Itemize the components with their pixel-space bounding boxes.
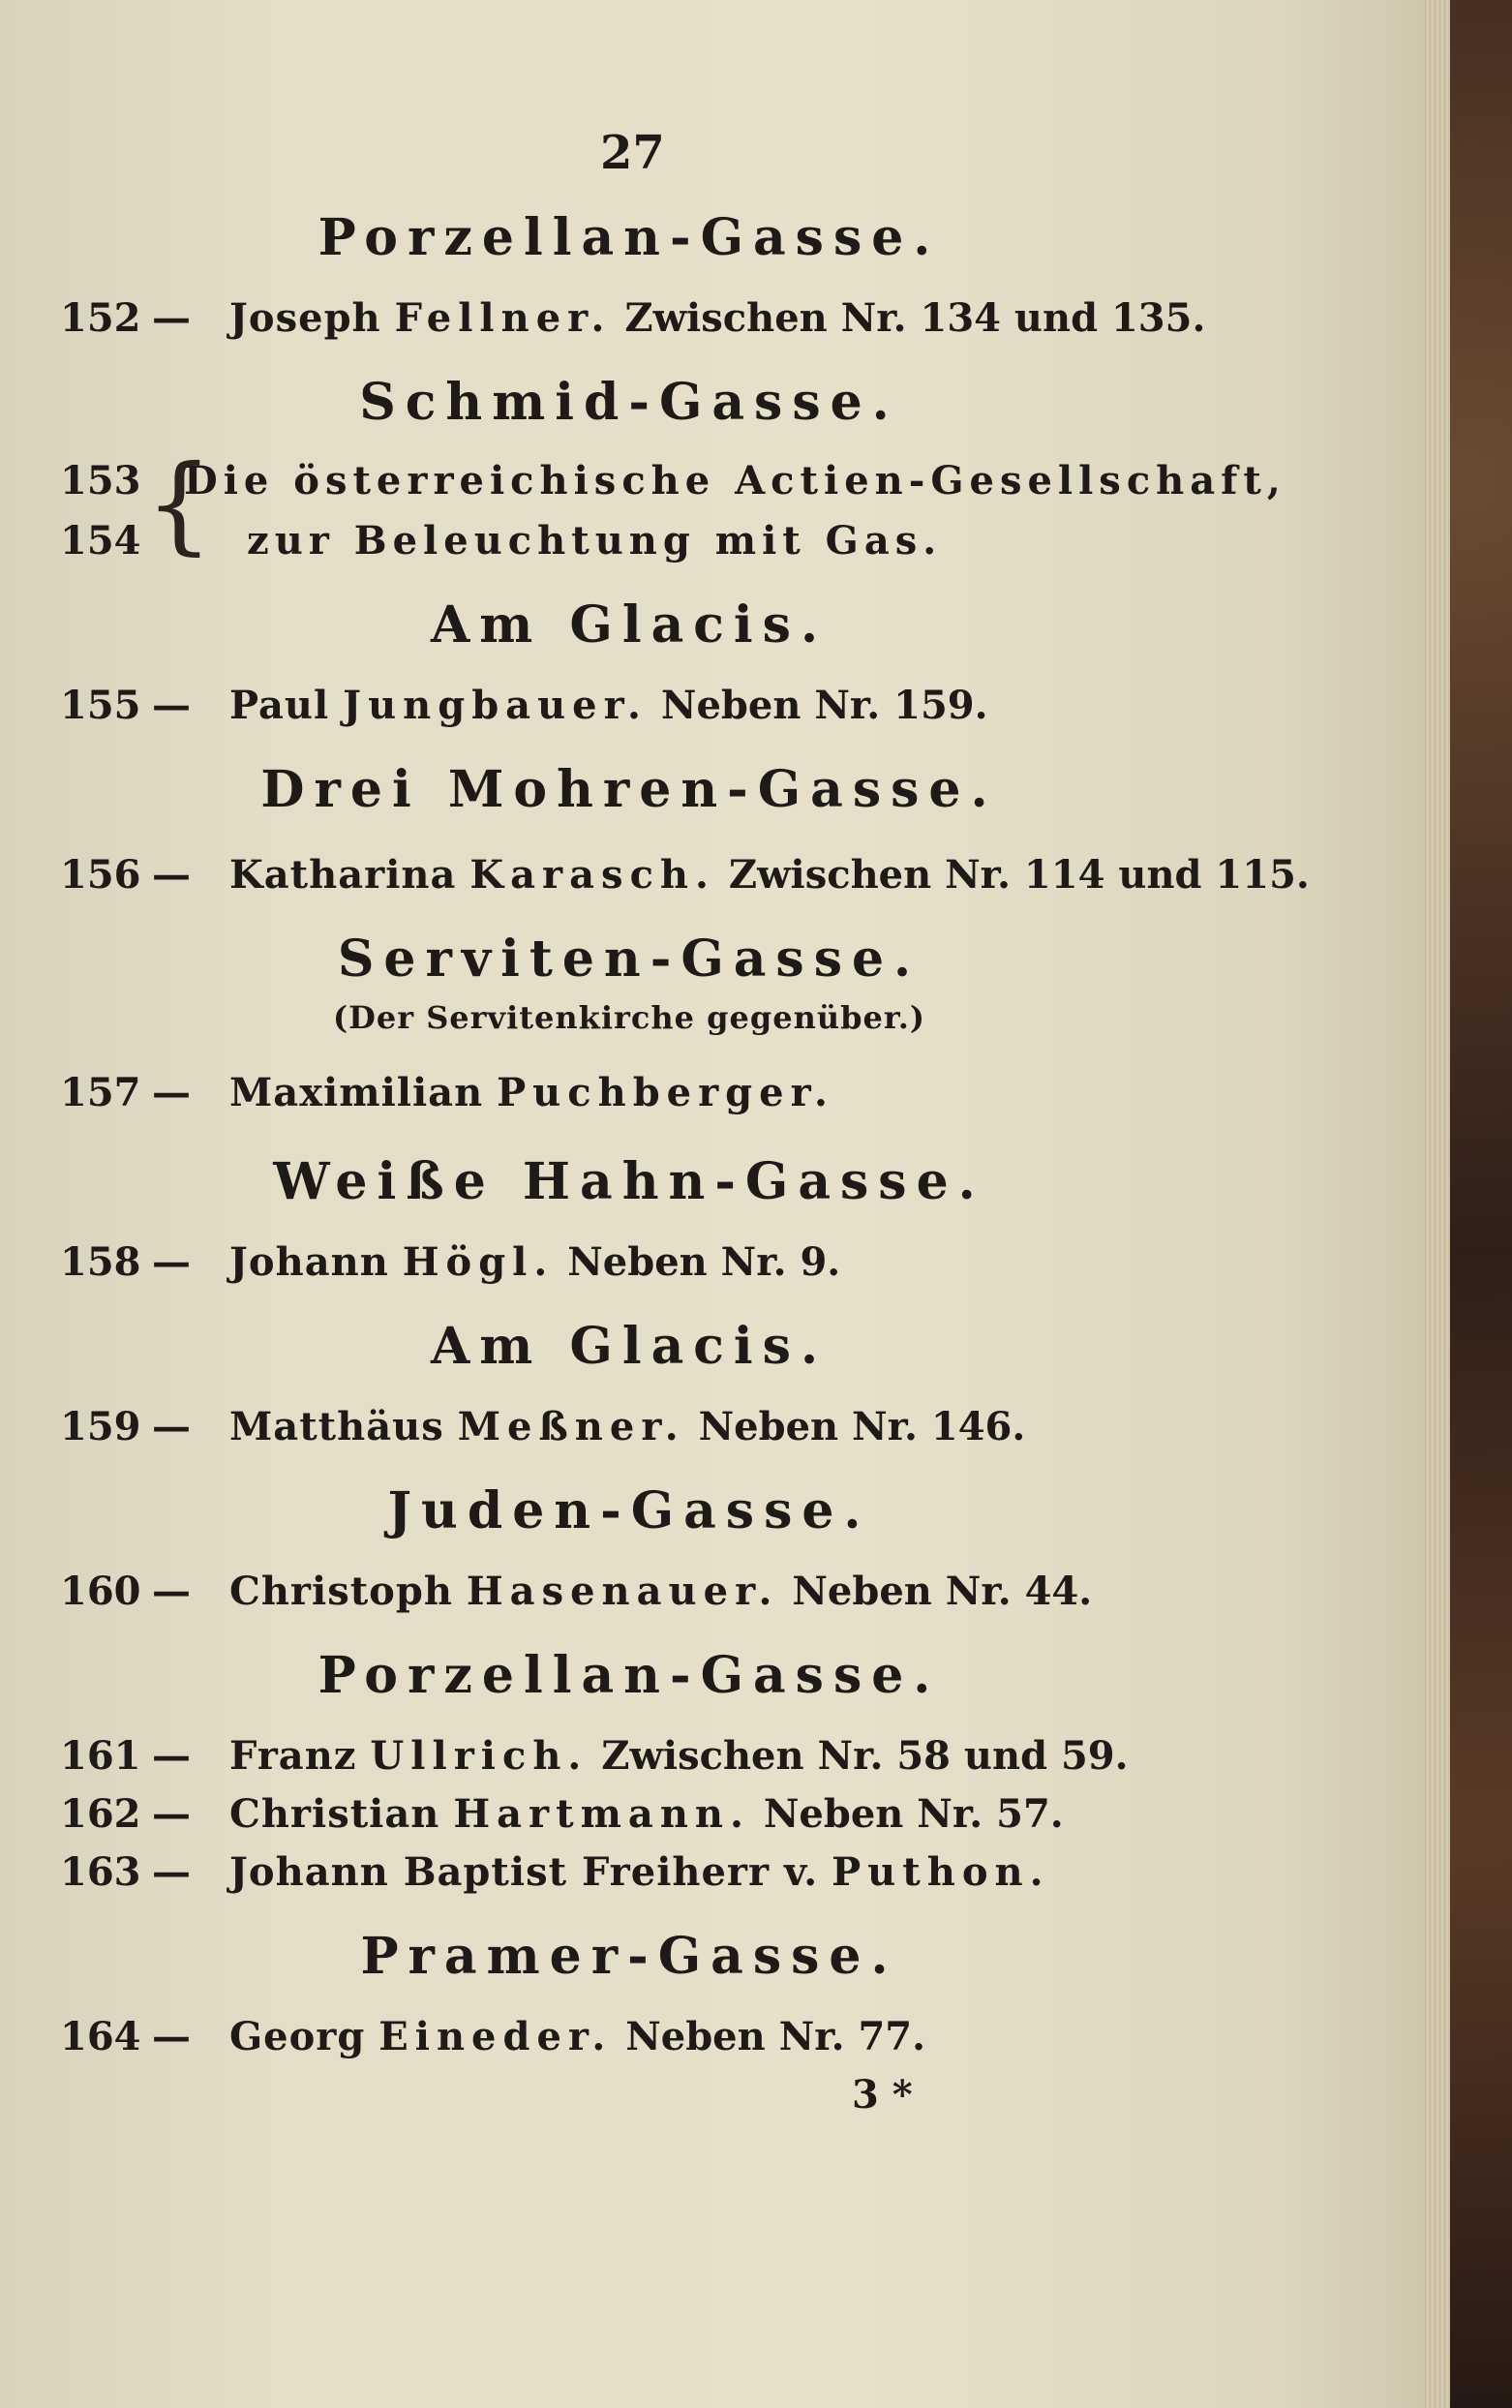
dash: — (152, 1791, 191, 1837)
dash: — (152, 295, 191, 341)
first-name: Matthäus (229, 1404, 444, 1449)
house-number: 160 (60, 1569, 141, 1614)
house-number: 157 (60, 1070, 141, 1115)
street-heading: Drei Mohren-Gasse. (260, 760, 998, 819)
first-name: Georg (229, 2014, 366, 2059)
entry-line: Die österreichische Actien-Gesellschaft, (184, 458, 1286, 503)
first-name: Paul (229, 683, 330, 728)
signature-mark: 3 * (852, 2072, 913, 2118)
location-note: Neben Nr. 146. (698, 1404, 1026, 1449)
house-number: 161 (60, 1733, 141, 1779)
street-heading: Pramer-Gasse. (360, 1927, 898, 1986)
page-number: 27 (600, 126, 665, 180)
surname: Karasch. (469, 852, 715, 898)
dash: — (152, 852, 191, 898)
dash: — (152, 1070, 191, 1115)
surname: Ullrich. (370, 1733, 589, 1779)
dash: — (152, 683, 191, 728)
book-cover-edge (1450, 0, 1512, 2408)
entry-row (60, 1791, 1064, 1840)
location-note: Zwischen Nr. 114 und 115. (728, 852, 1310, 898)
house-number: 159 (60, 1404, 141, 1449)
surname: Hasenauer. (466, 1569, 779, 1614)
surname: Högl. (402, 1239, 555, 1285)
first-name: Maximilian (229, 1070, 484, 1115)
location-note: Zwischen Nr. 134 und 135. (624, 295, 1206, 341)
street-heading: Serviten-Gasse. (337, 930, 922, 989)
page-edges (1423, 0, 1450, 2408)
location-note: Neben Nr. 57. (763, 1791, 1064, 1837)
first-name: Christian (229, 1791, 440, 1837)
first-name: Johann Baptist Freiherr v. (229, 1849, 819, 1895)
dash: — (152, 2014, 191, 2059)
entry-row (60, 852, 1310, 900)
location-note: Neben Nr. 77. (625, 2014, 926, 2059)
first-name: Franz (229, 1733, 357, 1779)
first-name: Christoph (229, 1569, 453, 1614)
surname: Fellner. (394, 295, 612, 341)
street-subheading: (Der Servitenkirche gegenüber.) (332, 999, 926, 1036)
house-number: 162 (60, 1791, 141, 1837)
house-number: 153 (60, 458, 141, 503)
street-heading: Am Glacis. (430, 595, 829, 655)
street-heading: Am Glacis. (430, 1317, 829, 1376)
street-heading: Weiße Hahn-Gasse. (273, 1152, 985, 1211)
surname: Puthon. (832, 1849, 1050, 1895)
street-heading: Juden-Gasse. (387, 1481, 871, 1540)
entry-row (60, 683, 988, 731)
location-note: Neben Nr. 159. (660, 683, 988, 728)
entry-row (60, 1733, 1129, 1782)
dash: — (152, 1404, 191, 1449)
first-name: Joseph (229, 295, 381, 341)
house-number: 163 (60, 1849, 141, 1895)
dash: — (152, 1849, 191, 1895)
entry-row (60, 1569, 1092, 1617)
house-number: 156 (60, 852, 141, 898)
dash: — (152, 1569, 191, 1614)
location-note: Neben Nr. 44. (792, 1569, 1093, 1614)
brace-icon: { (145, 442, 213, 565)
house-number: 152 (60, 295, 141, 341)
house-number: 158 (60, 1239, 141, 1285)
entry-row (60, 1239, 840, 1288)
first-name: Johann (229, 1239, 389, 1285)
dash: — (152, 1733, 191, 1779)
entry-line: zur Beleuchtung mit Gas. (247, 518, 943, 564)
house-number: 155 (60, 683, 141, 728)
street-heading: Porzellan-Gasse. (318, 1646, 941, 1705)
surname: Eineder. (378, 2014, 613, 2059)
entry-row (60, 1404, 1025, 1452)
dash: — (152, 1239, 191, 1285)
entry-row (60, 295, 1205, 344)
entry-row (60, 2014, 925, 2062)
location-note: Neben Nr. 9. (567, 1239, 841, 1285)
surname: Hartmann. (453, 1791, 750, 1837)
surname: Jungbauer. (343, 683, 648, 728)
house-number: 154 (60, 518, 141, 564)
street-heading: Schmid-Gasse. (359, 373, 899, 432)
street-heading: Porzellan-Gasse. (318, 208, 941, 267)
surname: Meßner. (457, 1404, 685, 1449)
first-name: Katharina (229, 852, 457, 898)
location-note: Zwischen Nr. 58 und 59. (601, 1733, 1129, 1779)
surname: Puchberger. (497, 1070, 834, 1115)
house-number: 164 (60, 2014, 141, 2059)
entry-row (60, 1849, 1050, 1898)
entry-row (60, 1070, 834, 1118)
